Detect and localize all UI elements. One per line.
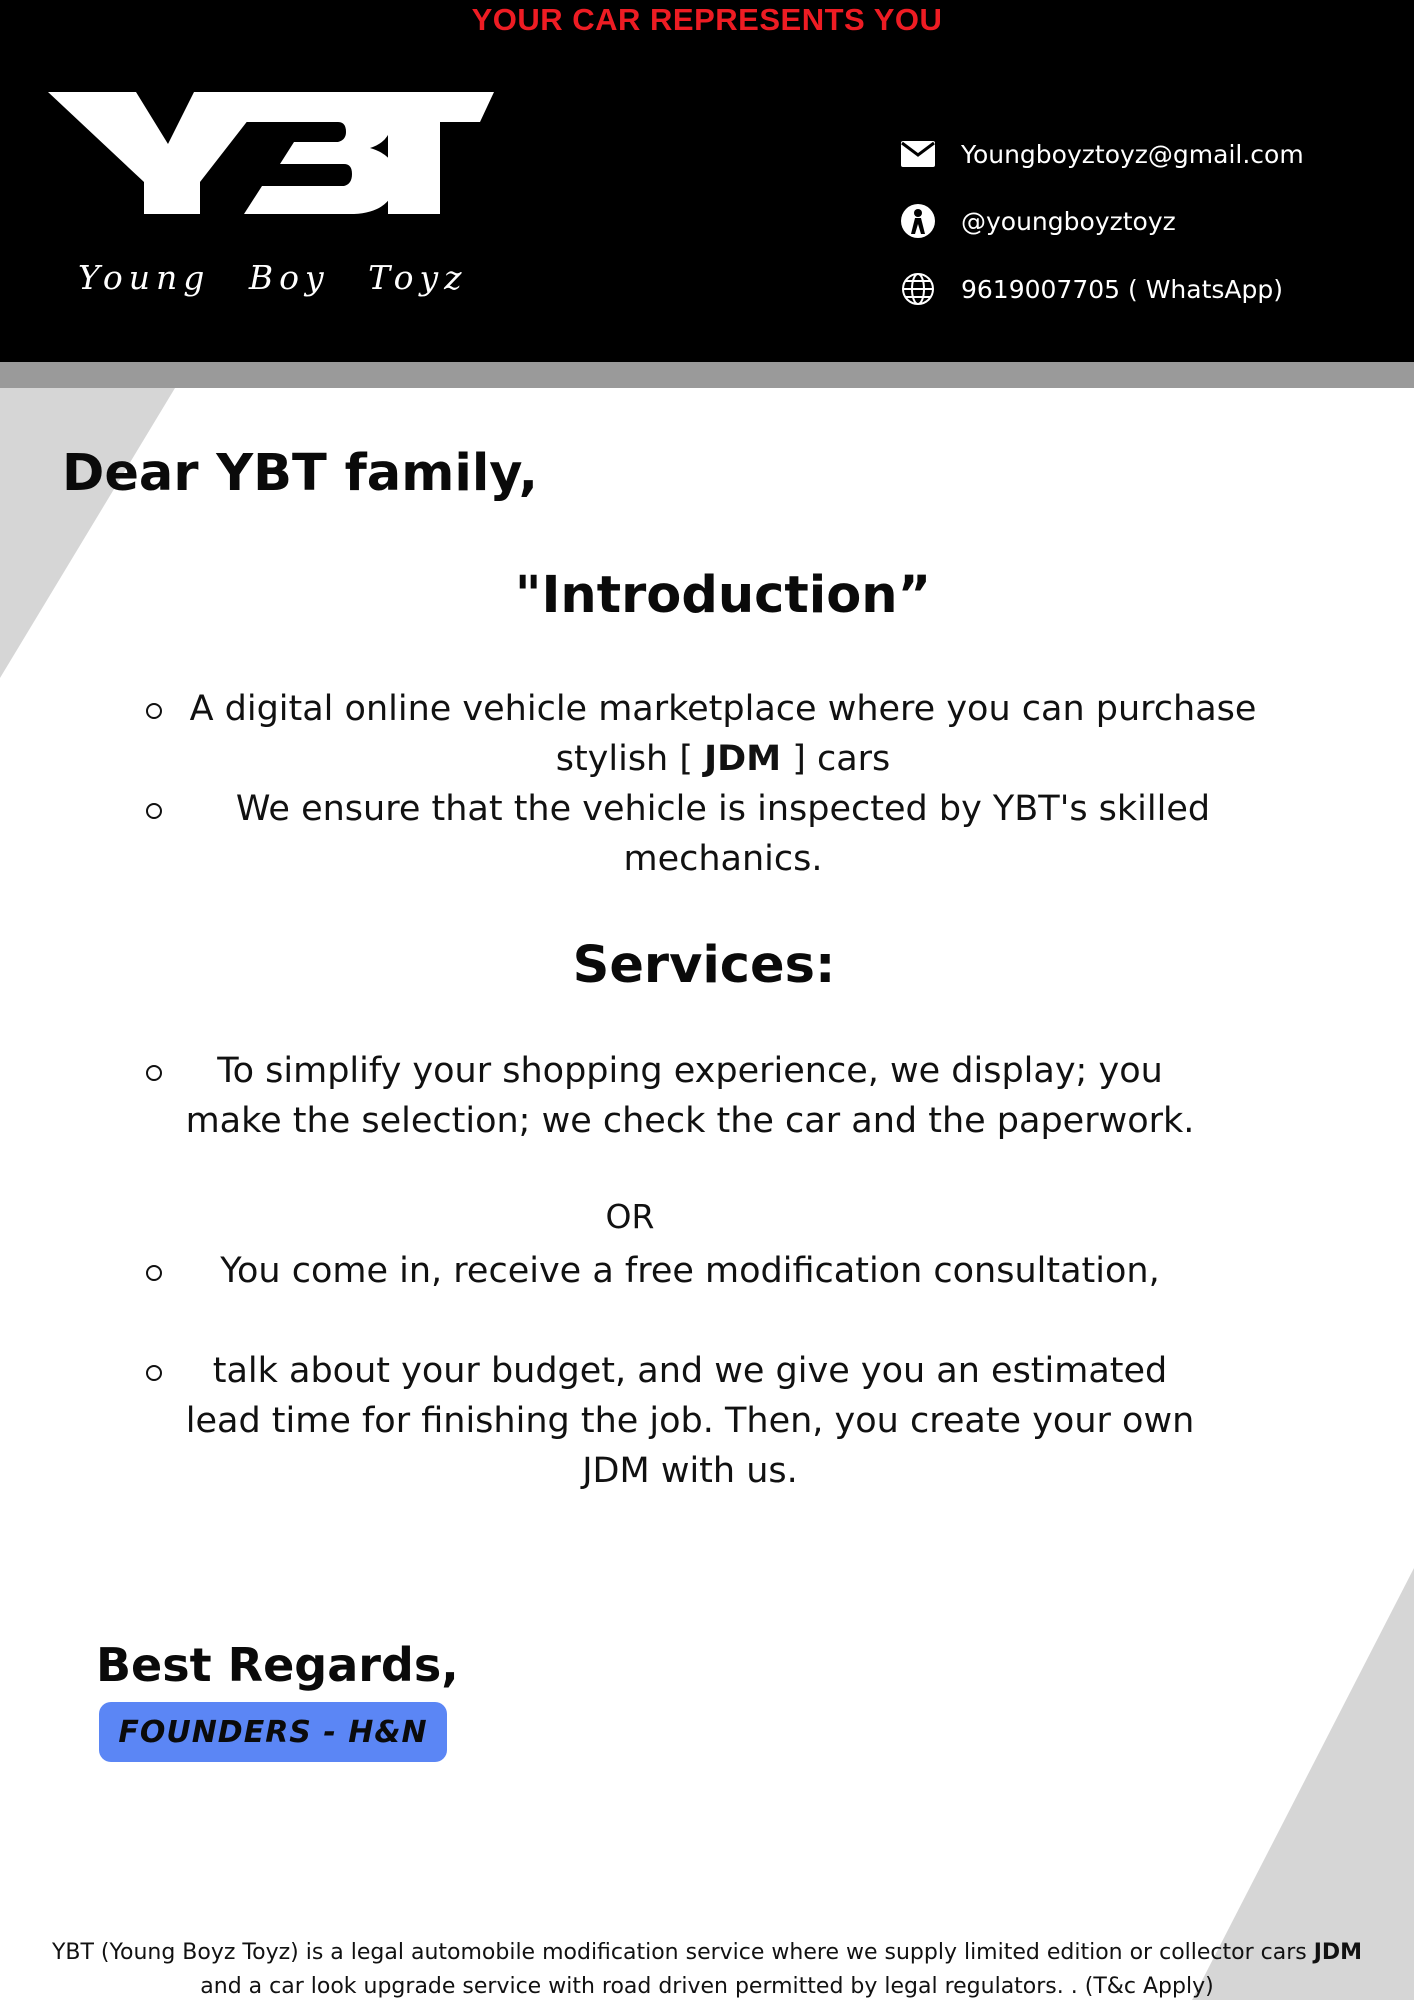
instagram-handle: @youngboyztoyz	[961, 206, 1176, 236]
founders-badge	[99, 1702, 447, 1762]
bullet-icon	[146, 703, 162, 719]
jdm-bold: JDM	[704, 739, 782, 779]
closing-regards: Best Regards,	[96, 1638, 459, 1692]
service-item-budget	[160, 1346, 1220, 1496]
ybt-logo	[48, 86, 498, 216]
top-left-triangle	[0, 388, 175, 678]
service-item-line: To simplify your shopping experience, we display; you	[217, 1051, 1163, 1091]
intro-item-inspection	[180, 784, 1266, 884]
contact-instagram[interactable]	[898, 201, 1176, 241]
service-item-line: JDM with us.	[582, 1451, 798, 1491]
service-item-consultation	[160, 1246, 1220, 1296]
tagline: YOUR CAR REPRESENTS YOU	[471, 2, 943, 37]
intro-item-text-end: ] cars	[781, 739, 891, 779]
contact-email[interactable]	[898, 134, 1304, 174]
footer-line-1	[0, 1936, 1414, 1970]
email-text: Youngboyztoyz@gmail.com	[961, 139, 1304, 169]
header-divider-band	[0, 362, 1414, 388]
intro-item-text: A digital online vehicle marketplace where you can purchase stylish [	[189, 689, 1257, 779]
service-item-line: You come in, receive a free modification consultation,	[220, 1251, 1160, 1291]
instagram-person-icon	[898, 201, 938, 241]
logo-subtitle: Young Boy Toyz	[78, 258, 468, 297]
phone-text: 9619007705 ( WhatsApp)	[961, 274, 1284, 304]
footer-disclaimer	[0, 1936, 1414, 2004]
services-heading: Services:	[572, 936, 836, 995]
intro-item-line: We ensure that the vehicle is inspected by YBT's skilled	[235, 789, 1211, 829]
footer-jdm-bold: JDM	[1313, 1940, 1363, 1965]
service-item-line: talk about your budget, and we give you an estimated	[212, 1351, 1168, 1391]
footer-line-2: and a car look upgrade service with road driven permitted by legal regulators. . (T&c Apply)	[200, 1974, 1214, 1999]
service-item-line: make the selection; we check the car and the paperwork.	[185, 1101, 1195, 1141]
introduction-heading: "Introduction”	[514, 566, 932, 625]
footer-text: YBT (Young Boyz Toyz) is a legal automobile modification service where we supply limited edition or collector cars	[51, 1940, 1314, 1965]
service-item-display	[160, 1046, 1220, 1146]
globe-icon	[898, 269, 938, 309]
greeting: Dear YBT family,	[62, 444, 538, 503]
mail-icon	[898, 134, 938, 174]
or-label: OR	[605, 1197, 655, 1236]
contact-phone[interactable]	[898, 269, 1283, 309]
intro-item-marketplace	[180, 684, 1266, 784]
bullet-icon	[146, 803, 162, 819]
intro-item-line: mechanics.	[623, 839, 823, 879]
founders-signature: FOUNDERS - H&N	[118, 1714, 428, 1750]
service-item-line: lead time for finishing the job. Then, you create your own	[185, 1401, 1195, 1441]
